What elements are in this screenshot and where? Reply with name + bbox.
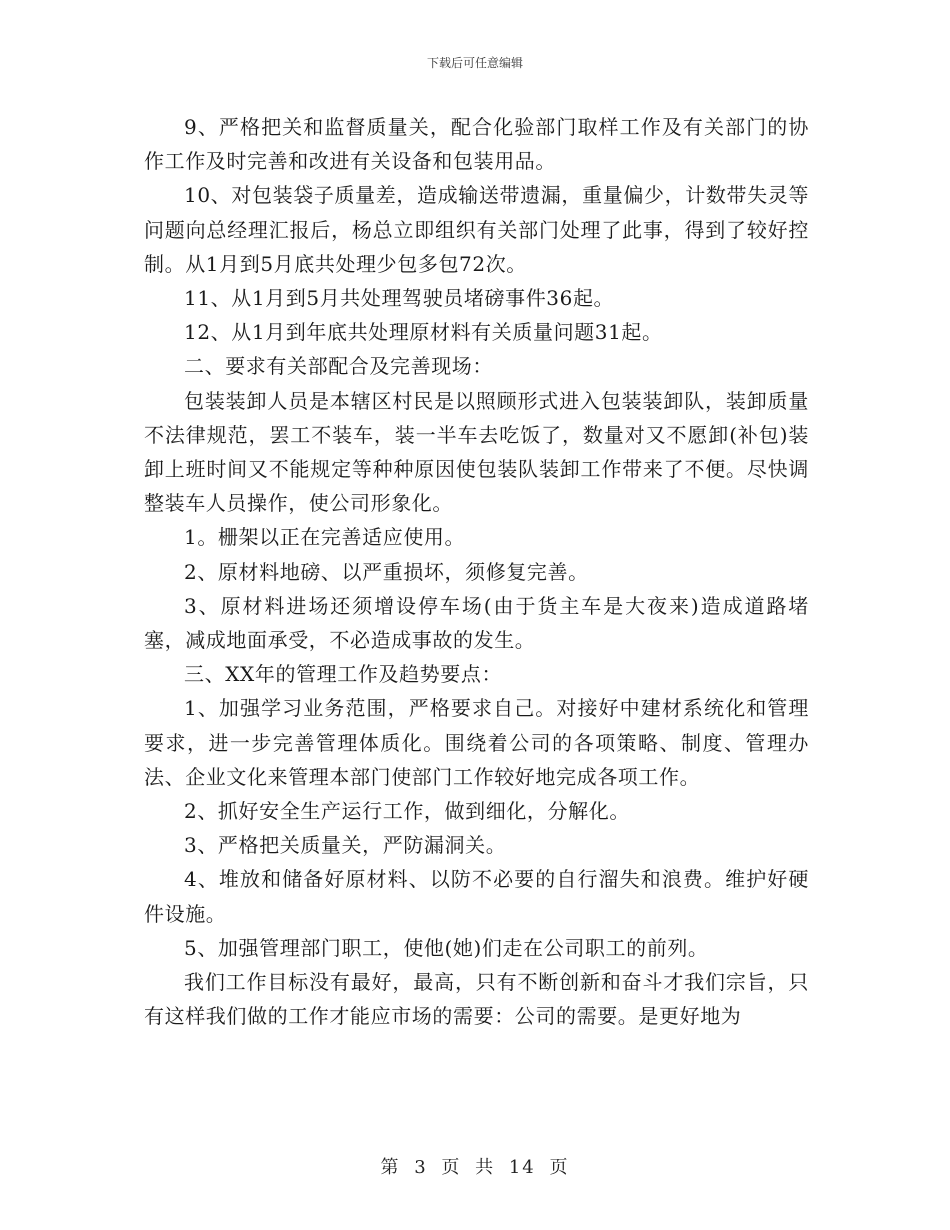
paragraph: 9、严格把关和监督质量关，配合化验部门取样工作及有关部门的协作工作及时完善和改进有关设备和包装用品。 (144, 115, 809, 174)
document-body (144, 110, 809, 1033)
paragraph: 包装装卸人员是本辖区村民是以照顾形式进入包装装卸队，装卸质量不法律规范，罢工不装车，装一半车去吃饭了，数量对又不愿卸(补包)装卸上班时间又不能规定等种种原因使包装队装卸工作带来了不便。尽快调整装车人员操作，使公司形象化。 (144, 388, 809, 516)
paragraph: 12、从1月到年底共处理原材料有关质量问题31起。 (184, 320, 663, 345)
section-heading: 二、要求有关部配合及完善现场： (184, 354, 493, 379)
paragraph: 3、严格把关质量关，严防漏洞关。 (184, 833, 507, 858)
paragraph: 3、原材料进场还须增设停车场(由于货主车是大夜来)造成道路堵塞，减成地面承受，不必造成事故的发生。 (144, 593, 809, 653)
paragraph: 我们工作目标没有最好，最高，只有不断创新和奋斗才我们宗旨，只有这样我们做的工作才能应市场的需要：公司的需要。是更好地为 (144, 970, 809, 1029)
paragraph: 11、从1月到5月共处理驾驶员堵磅事件36起。 (184, 286, 615, 311)
paragraph: 1、加强学习业务范围，严格要求自己。对接好中建材系统化和管理要求，进一步完善管理体质化。围绕着公司的各项策略、制度、管理办法、企业文化来管理本部门使部门工作较好地完成各项工作。 (144, 696, 809, 789)
page-header: 下载后可任意编辑 (426, 56, 523, 70)
paragraph: 4、堆放和储备好原材料、以防不必要的自行溜失和浪费。维护好硬件设施。 (144, 867, 809, 926)
paragraph: 1。栅架以正在完善适应使用。 (184, 525, 466, 550)
page-number-footer: 第 3 页 共 14 页 (380, 1157, 570, 1178)
paragraph: 2、原材料地磅、以严重损坏，须修复完善。 (184, 559, 589, 584)
paragraph: 2、抓好安全生产运行工作，做到细化，分解化。 (184, 799, 630, 824)
paragraph: 10、对包装袋子质量差，造成输送带遗漏，重量偏少，计数带失灵等问题向总经理汇报后，杨总立即组织有关部门处理了此事，得到了较好控制。从1月到5月底共处理少包多包72次。 (144, 183, 809, 276)
section-heading: 三、XX年的管理工作及趋势要点： (184, 662, 503, 687)
paragraph: 5、加强管理部门职工，使他(她)们走在公司职工的前列。 (184, 935, 709, 960)
